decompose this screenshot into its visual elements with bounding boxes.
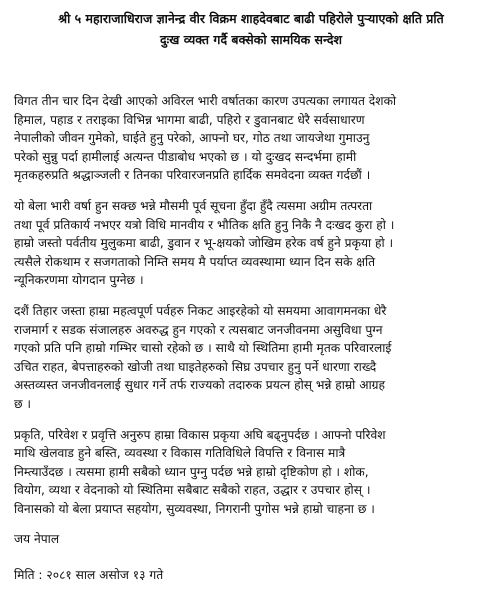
paragraph-2 <box>14 197 488 290</box>
paragraph-line: दशैं तिहार जस्ता हाम्रा महत्वपूर्ण पर्वहरु निकट आइरहेको यो समयमा आवागमनका धेरै <box>14 303 387 318</box>
paragraph-3 <box>14 302 488 414</box>
paragraph-1 <box>14 92 488 185</box>
paragraph-4 <box>14 426 488 519</box>
paragraph-line: न्यूनिकरणमा योगदान पुग्नेछ । <box>14 273 144 288</box>
paragraph-line: निम्त्याउँदछ । त्यसमा हामी सबैको ध्यान पुग्नु पर्दछ भन्ने हाम्रो दृष्टिकोण हो । शोक, <box>14 464 369 479</box>
paragraph-line: राजमार्ग र सडक संजालहरु अवरुद्ध हुन गएको र त्यसबाट जनजीवनमा असुविधा पुग्न <box>14 322 383 337</box>
paragraph-line: परेको सुन्नु पर्दा हामीलाई अत्यन्त पीडाबोध भएको छ । यो दुःखद सन्दर्भमा हामी <box>14 149 357 164</box>
paragraph-line: विनासको यो बेला प्रयाप्त सहयोग, सुव्यवस्था, निगरानी पुगोस भन्ने हाम्रो चाहना छ । <box>14 501 375 516</box>
paragraph-line: माथि खेलवाड हुने बस्ति, व्यवस्था र विकास गतिविधिले विपत्ति र विनास मात्रै <box>14 446 346 461</box>
paragraph-line: हाम्रो जस्तो पर्वतीय मुलुकमा बाढी, डुवान र भू-क्षयको जोखिम हरेक वर्ष हुने प्रकृया हो । <box>14 236 394 251</box>
paragraph-line: वियोग, व्यथा र वेदनाको यो स्थितिमा सबैबाट सबैको राहत, उद्धार र उपचार होस् । <box>14 483 371 498</box>
paragraph-line: नेपालीको जीवन गुमेको, घाईते हुनु परेको, आफ्नो घर, गोठ तथा जायजेथा गुमाउनु <box>14 131 370 146</box>
paragraph-line: अस्तव्यस्त जनजीवनलाई सुधार गर्ने तर्फ राज्यको तदारुक प्रयत्न होस् भन्ने हाम्रो आग्रह <box>14 378 386 393</box>
title-line-1: श्री ५ महाराजाधिराज ज्ञानेन्द्र वीर विक्रम शाहदेवबाट बाढी पहिरोले पुर्‍याएको क्षति प्रति <box>58 11 444 26</box>
paragraph-line: त्यसैले रोकथाम र सजगताको निम्ति समय मै पर्याप्त व्यवस्थामा ध्यान दिन सके क्षति <box>14 254 376 269</box>
title-line-2: दुःख व्यक्त गर्दै बक्सेको सामयिक सन्देश <box>159 32 343 47</box>
paragraph-line: विगत तीन चार दिन देखी आएको अविरल भारी वर्षातका कारण उपत्यका लगायत देशको <box>14 94 397 108</box>
paragraph-line: तथा पूर्व प्रतिकार्य नभएर यत्रो विधि मानवीय र भौतिक क्षति हुनु निकै नै दःखद कुरा हो । <box>14 217 395 232</box>
paragraph-line: प्रकृति, परिवेश र प्रवृत्ति अनुरुप हाम्रा विकास प्रकृया अघि बढ्नुपर्दछ । आफ्नो परिवेश <box>14 427 386 442</box>
document-title <box>14 8 488 50</box>
document-date: मिति : २०८१ साल असोज १३ गते <box>14 568 164 583</box>
paragraph-line: हिमाल, पहाड र तराइका विभिन्न भागमा बाढी, पहिरो र डुवानबाट धेरै सर्वसाधारण <box>14 112 365 127</box>
paragraph-line: छ । <box>14 396 32 411</box>
paragraph-line: उचित राहत, बेपत्ताहरुको खोजी तथा घाइतेहरुको सिघ्र उपचार हुनु पर्ने धारणा राख्दै <box>14 359 377 374</box>
paragraph-line: मृतकहरुप्रति श्रद्धाञ्जली र तिनका परिवारजनप्रति हार्दिक समवेदना व्यक्त गर्दछौं । <box>14 168 371 183</box>
paragraph-line: गएको प्रति पनि हाम्रो गम्भिर चासो रहेको छ । साथै यो स्थितिमा हामी मृतक परिवारलाई <box>14 341 392 356</box>
paragraph-line: यो बेला भारी वर्षा हुन सक्छ भन्ने मौसमी पूर्व सूचना हुँदा हुँदै त्यसमा अग्रीम तत्परता <box>14 198 373 213</box>
closing-salutation: जय नेपाल <box>14 532 60 547</box>
message-body <box>14 92 488 584</box>
